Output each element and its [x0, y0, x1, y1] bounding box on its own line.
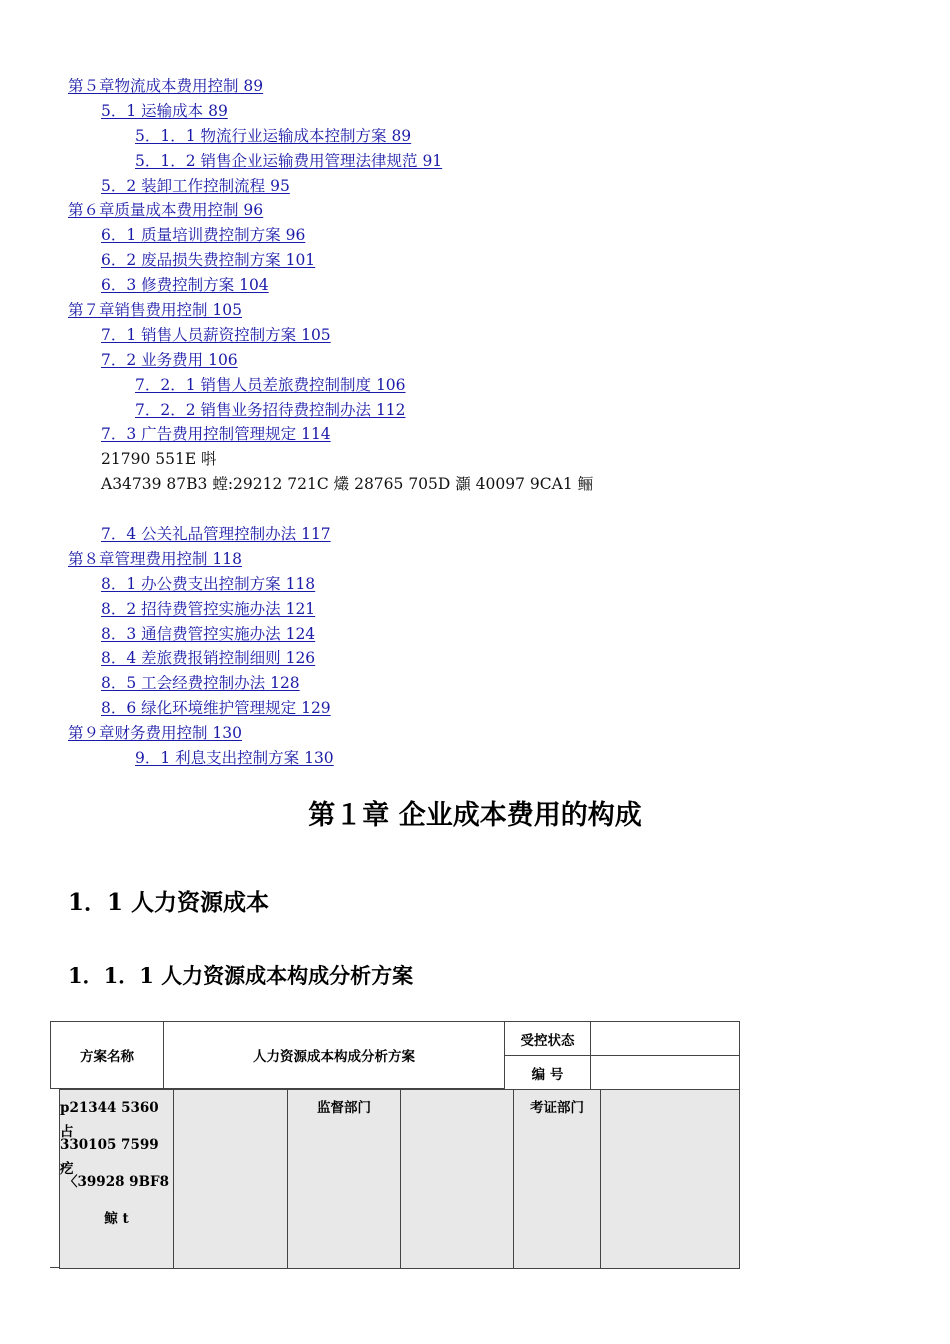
toc-entry[interactable]	[0, 422, 950, 447]
toc-text	[0, 497, 950, 522]
verify-dept-value	[600, 1089, 740, 1269]
toc-link[interactable]: 8．5 工会经费控制办法 128	[101, 674, 300, 693]
supervise-dept-value	[400, 1089, 514, 1269]
toc-entry[interactable]	[0, 248, 950, 273]
toc-link[interactable]: 7．2 业务费用 106	[101, 350, 238, 369]
toc-entry[interactable]	[0, 149, 950, 174]
toc-link[interactable]: 7．4 公关礼品管理控制办法 117	[101, 525, 331, 544]
plan-name-label: 方案名称	[50, 1021, 164, 1089]
left-info-line: p21344 5360 占	[60, 1100, 159, 1140]
toc-link[interactable]: 第７章销售费用控制 105	[68, 301, 243, 320]
toc-link[interactable]: 5．2 装卸工作控制流程 95	[101, 176, 290, 195]
left-info-line: 〈39928 9BF8	[64, 1174, 169, 1190]
toc-entry[interactable]	[0, 74, 950, 99]
toc-link[interactable]: 8．3 通信费管控实施办法 124	[101, 624, 316, 643]
toc-entry[interactable]	[0, 671, 950, 696]
toc-link[interactable]: 7．3 广告费用控制管理规定 114	[101, 425, 331, 444]
verify-dept-label: 考证部门	[513, 1089, 601, 1269]
empty-cell	[173, 1089, 288, 1269]
toc-text	[0, 447, 950, 472]
toc-link[interactable]: 5．1．2 销售企业运输费用管理法律规范 91	[135, 151, 443, 170]
plan-name-value: 人力资源成本构成分析方案	[163, 1021, 505, 1089]
toc-link[interactable]: 5．1．1 物流行业运输成本控制方案 89	[135, 126, 412, 145]
control-status-value	[590, 1021, 740, 1056]
toc-link[interactable]: 7．1 销售人员薪资控制方案 105	[101, 325, 331, 344]
toc-link[interactable]: 6．3 修费控制方案 104	[101, 276, 269, 295]
toc-entry[interactable]	[0, 572, 950, 597]
toc-link[interactable]: 第５章物流成本费用控制 89	[68, 77, 264, 95]
toc-entry[interactable]	[0, 746, 950, 771]
toc-link[interactable]: 6．1 质量培训费控制方案 96	[101, 226, 306, 245]
toc-link[interactable]: 第６章质量成本费用控制 96	[68, 201, 264, 220]
number-value	[590, 1055, 740, 1090]
toc-text-content: 21790 551E 唞	[101, 450, 217, 469]
toc-entry[interactable]	[0, 696, 950, 721]
table-of-contents	[0, 74, 950, 771]
plan-info-table	[50, 1021, 740, 1269]
toc-link[interactable]: 8．6 绿化环境维护管理规定 129	[101, 699, 331, 718]
toc-entry[interactable]	[0, 373, 950, 398]
toc-link[interactable]: 8．2 招待费管控实施办法 121	[101, 599, 316, 618]
toc-entry[interactable]	[0, 223, 950, 248]
toc-link[interactable]: 7．2．1 销售人员差旅费控制制度 106	[135, 375, 406, 394]
number-label: 编 号	[504, 1055, 591, 1090]
table-edge-line	[50, 1267, 60, 1268]
toc-entry[interactable]	[0, 99, 950, 124]
toc-entry[interactable]	[0, 597, 950, 622]
toc-text	[0, 472, 950, 497]
toc-link[interactable]: 6．2 废品损失费控制方案 101	[101, 251, 316, 270]
subsection-title: 1．1．1 人力资源成本构成分析方案	[68, 963, 414, 988]
toc-link[interactable]: 第８章管理费用控制 118	[68, 549, 243, 568]
toc-entry[interactable]	[0, 646, 950, 671]
toc-entry[interactable]	[0, 522, 950, 547]
left-info-cell	[59, 1089, 174, 1269]
toc-link[interactable]: 5．1 运输成本 89	[101, 101, 228, 120]
toc-entry[interactable]	[0, 298, 950, 323]
toc-entry[interactable]	[0, 348, 950, 373]
control-status-label: 受控状态	[504, 1021, 591, 1056]
toc-link[interactable]: 8．4 差旅费报销控制细则 126	[101, 649, 316, 668]
toc-entry[interactable]	[0, 124, 950, 149]
toc-link[interactable]: 9．1 利息支出控制方案 130	[135, 749, 334, 768]
toc-entry[interactable]	[0, 398, 950, 423]
toc-entry[interactable]	[0, 273, 950, 298]
supervise-dept-label: 监督部门	[287, 1089, 401, 1269]
left-info-line: 330105 7599 疙	[60, 1137, 159, 1177]
toc-entry[interactable]	[0, 323, 950, 348]
toc-link[interactable]: 8．1 办公费支出控制方案 118	[101, 574, 316, 593]
toc-link[interactable]: 7．2．2 销售业务招待费控制办法 112	[135, 400, 406, 419]
chapter-title: 第１章 企业成本费用的构成	[308, 800, 642, 831]
left-info-line: 鲸 t	[104, 1211, 129, 1227]
section-title: 1．1 人力资源成本	[68, 889, 270, 916]
toc-entry[interactable]	[0, 174, 950, 199]
toc-text-content: A34739 87B3 螳:29212 721C 爜 28765 705D 灝 40097 9CA1 鲡	[101, 475, 594, 494]
toc-entry[interactable]	[0, 547, 950, 572]
toc-link[interactable]: 第９章财务费用控制 130	[68, 724, 243, 743]
toc-entry[interactable]	[0, 721, 950, 746]
toc-entry[interactable]	[0, 198, 950, 223]
toc-entry[interactable]	[0, 622, 950, 647]
